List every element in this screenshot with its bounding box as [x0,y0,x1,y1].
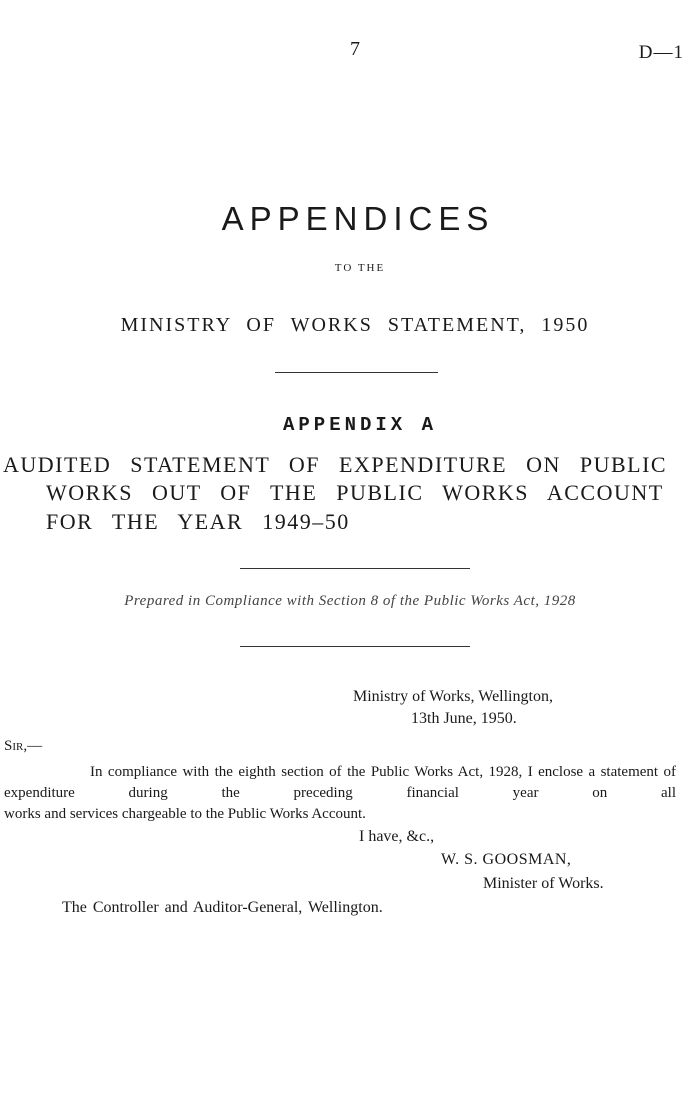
divider [240,568,470,569]
document-subtitle: MINISTRY OF WORKS STATEMENT, 1950 [120,314,590,336]
divider [275,372,438,373]
letter-signoff: I have, &c., [359,828,435,845]
page-number: 7 [350,38,360,60]
document-title: APPENDICES [221,200,495,237]
document-reference: D—1 [638,42,684,63]
title-connector: TO THE [334,262,386,274]
appendix-label: APPENDIX A [282,414,438,436]
letter-date: 13th June, 1950. [411,710,517,727]
divider [240,646,470,647]
letter-salutation: Sir,— [4,738,43,754]
appendix-heading-line: AUDITED STATEMENT OF EXPENDITURE ON PUBLIC [3,452,668,477]
signer-name: W. S. GOOSMAN, [441,851,572,868]
compliance-note: Prepared in Compliance with Section 8 of the Public Works Act, 1928 [124,593,576,609]
letter-body: In compliance with the eighth section of the Public Works Act, 1928, I enclose a statement of expenditure during the preceding financial year on all [4,764,676,801]
letter-address: Ministry of Works, Wellington, [353,688,553,705]
letter-addressee: The Controller and Auditor-General, Wellington. [62,899,383,916]
appendix-heading-line: WORKS OUT OF THE PUBLIC WORKS ACCOUNT [46,480,664,505]
signer-title: Minister of Works. [483,875,604,892]
appendix-heading-line: FOR THE YEAR 1949–50 [46,509,350,534]
letter-body-end: works and services chargeable to the Public Works Account. [4,806,366,822]
